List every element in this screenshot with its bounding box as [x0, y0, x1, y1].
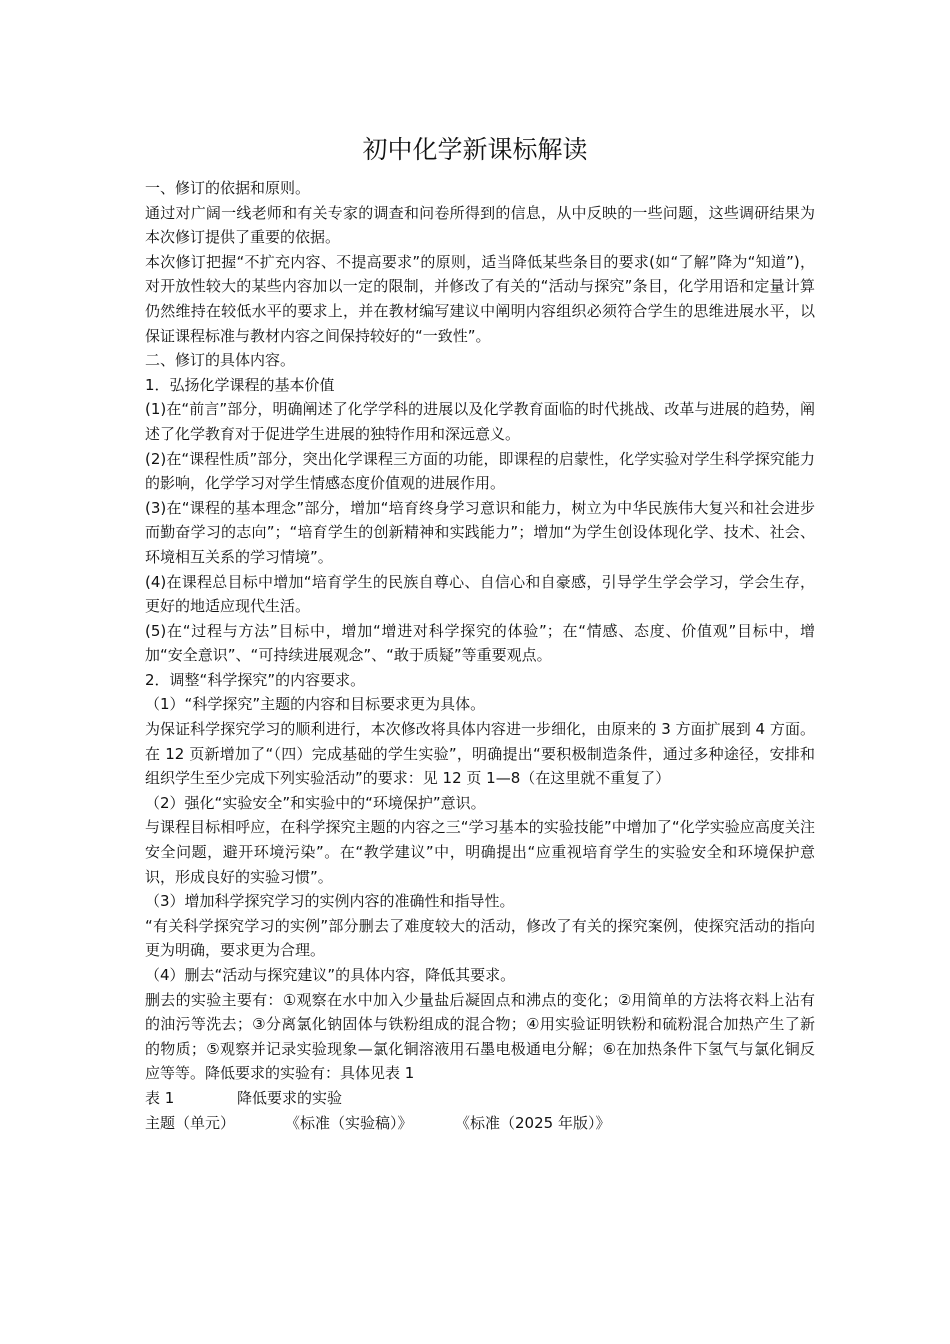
table-header-row	[145, 1111, 815, 1136]
section-heading-1: 一、修订的依据和原则。	[145, 179, 311, 197]
table-header-cell: 《标准（2025 年版）》	[455, 1113, 611, 1132]
paragraph: 本次修订把握“不扩充内容、不提高要求”的原则，适当降低某些条目的要求(如“了解”降为“知道”)，对开放性较大的某些内容加以一定的限制，并修改了有关的“活动与探究”条目，化学用语和定量计算仍然维持在较低水平的要求上，并在教材编写建议中阐明内容组织必须符合学生的思维进展水平，以保证课程标准与教材内容之间保持较好的“一致性”。	[145, 252, 815, 345]
subsection-heading: 2．调整“科学探究”的内容要求。	[145, 670, 366, 689]
table-caption	[145, 1086, 815, 1111]
paragraph: “有关科学探究学习的实例”部分删去了难度较大的活动，修改了有关的探究案例，使探究活动的指向更为明确，要求更为合理。	[145, 916, 815, 960]
paragraph: (3)在“课程的基本理念”部分，增加“培育终身学习意识和能力，树立为中华民族伟大复兴和社会进步而勤奋学习的志向”；“培育学生的创新精神和实践能力”；增加“为学生创设体现化学、技术、社会、环境相互关系的学习情境”。	[145, 498, 815, 566]
paragraph: 为保证科学探究学习的顺利进行，本次修改将具体内容进一步细化，由原来的 3 方面扩展到 4 方面。在 12 页新增加了“（四）完成基础的学生实验”，明确提出“要积极制造条件，通过多种途径，安排和组织学生至少完成下列实验活动”的要求：见 12 页 1—8（在这里就不重复了）	[145, 720, 815, 788]
paragraph: (1)在“前言”部分，明确阐述了化学学科的进展以及化学教育面临的时代挑战、改革与进展的趋势，阐述了化学教育对于促进学生进展的独特作用和深远意义。	[145, 400, 815, 443]
table-header-cell: 《标准（实验稿）》	[285, 1113, 413, 1132]
item-heading: （1）“科学探究”主题的内容和目标要求更为具体。	[145, 695, 486, 714]
item-heading: （4）删去“活动与探究建议”的具体内容，降低其要求。	[145, 966, 516, 984]
paragraph: 与课程目标相呼应，在科学探究主题的内容之三“学习基本的实验技能”中增加了“化学实验应高度关注安全问题，避开环境污染”。在“教学建议”中，明确提出“应重视培育学生的实验安全和环境保护意识，形成良好的实验习惯”。	[145, 818, 815, 886]
paragraph: (2)在“课程性质”部分，突出化学课程三方面的功能，即课程的启蒙性，化学实验对学生科学探究能力的影响，化学学习对学生情感态度价值观的进展作用。	[145, 449, 815, 493]
section-heading-2: 二、修订的具体内容。	[145, 351, 296, 370]
subsection-heading: 1．弘扬化学课程的基本价值	[145, 375, 335, 394]
table-header-cell: 主题（单元）	[145, 1113, 236, 1132]
paragraph: (5)在“过程与方法”目标中，增加“增进对科学探究的体验”；在“情感、态度、价值观”目标中，增加“安全意识”、“可持续进展观念”、“敢于质疑”等重要观点。	[145, 621, 815, 665]
paragraph: 删去的实验主要有：①观察在水中加入少量盐后凝固点和沸点的变化；②用简单的方法将衣料上沾有的油污等洗去；③分离氯化钠固体与铁粉组成的混合物；④用实验证明铁粉和硫粉混合加热产生了新的物质；⑤观察并记录实验现象—氯化铜溶液用石墨电极通电分解；⑥在加热条件下氢气与氯化铜反应等等。降低要求的实验有：具体见表 1	[145, 990, 815, 1083]
table-label: 表 1	[145, 1088, 175, 1107]
table-caption-text: 降低要求的实验	[237, 1088, 343, 1107]
document-body	[145, 176, 815, 1135]
item-heading: （3）增加科学探究学习的实例内容的准确性和指导性。	[145, 892, 515, 911]
item-heading: （2）强化“实验安全”和实验中的“环境保护”意识。	[145, 793, 486, 812]
document-title: 初中化学新课标解读	[362, 135, 588, 164]
paragraph: (4)在课程总目标中增加“培育学生的民族自尊心、自信心和自豪感，引导学生学会学习，学会生存，更好的地适应现代生活。	[145, 572, 815, 616]
paragraph: 通过对广阔一线老师和有关专家的调查和问卷所得到的信息，从中反映的一些问题，这些调研结果为本次修订提供了重要的依据。	[145, 203, 815, 247]
